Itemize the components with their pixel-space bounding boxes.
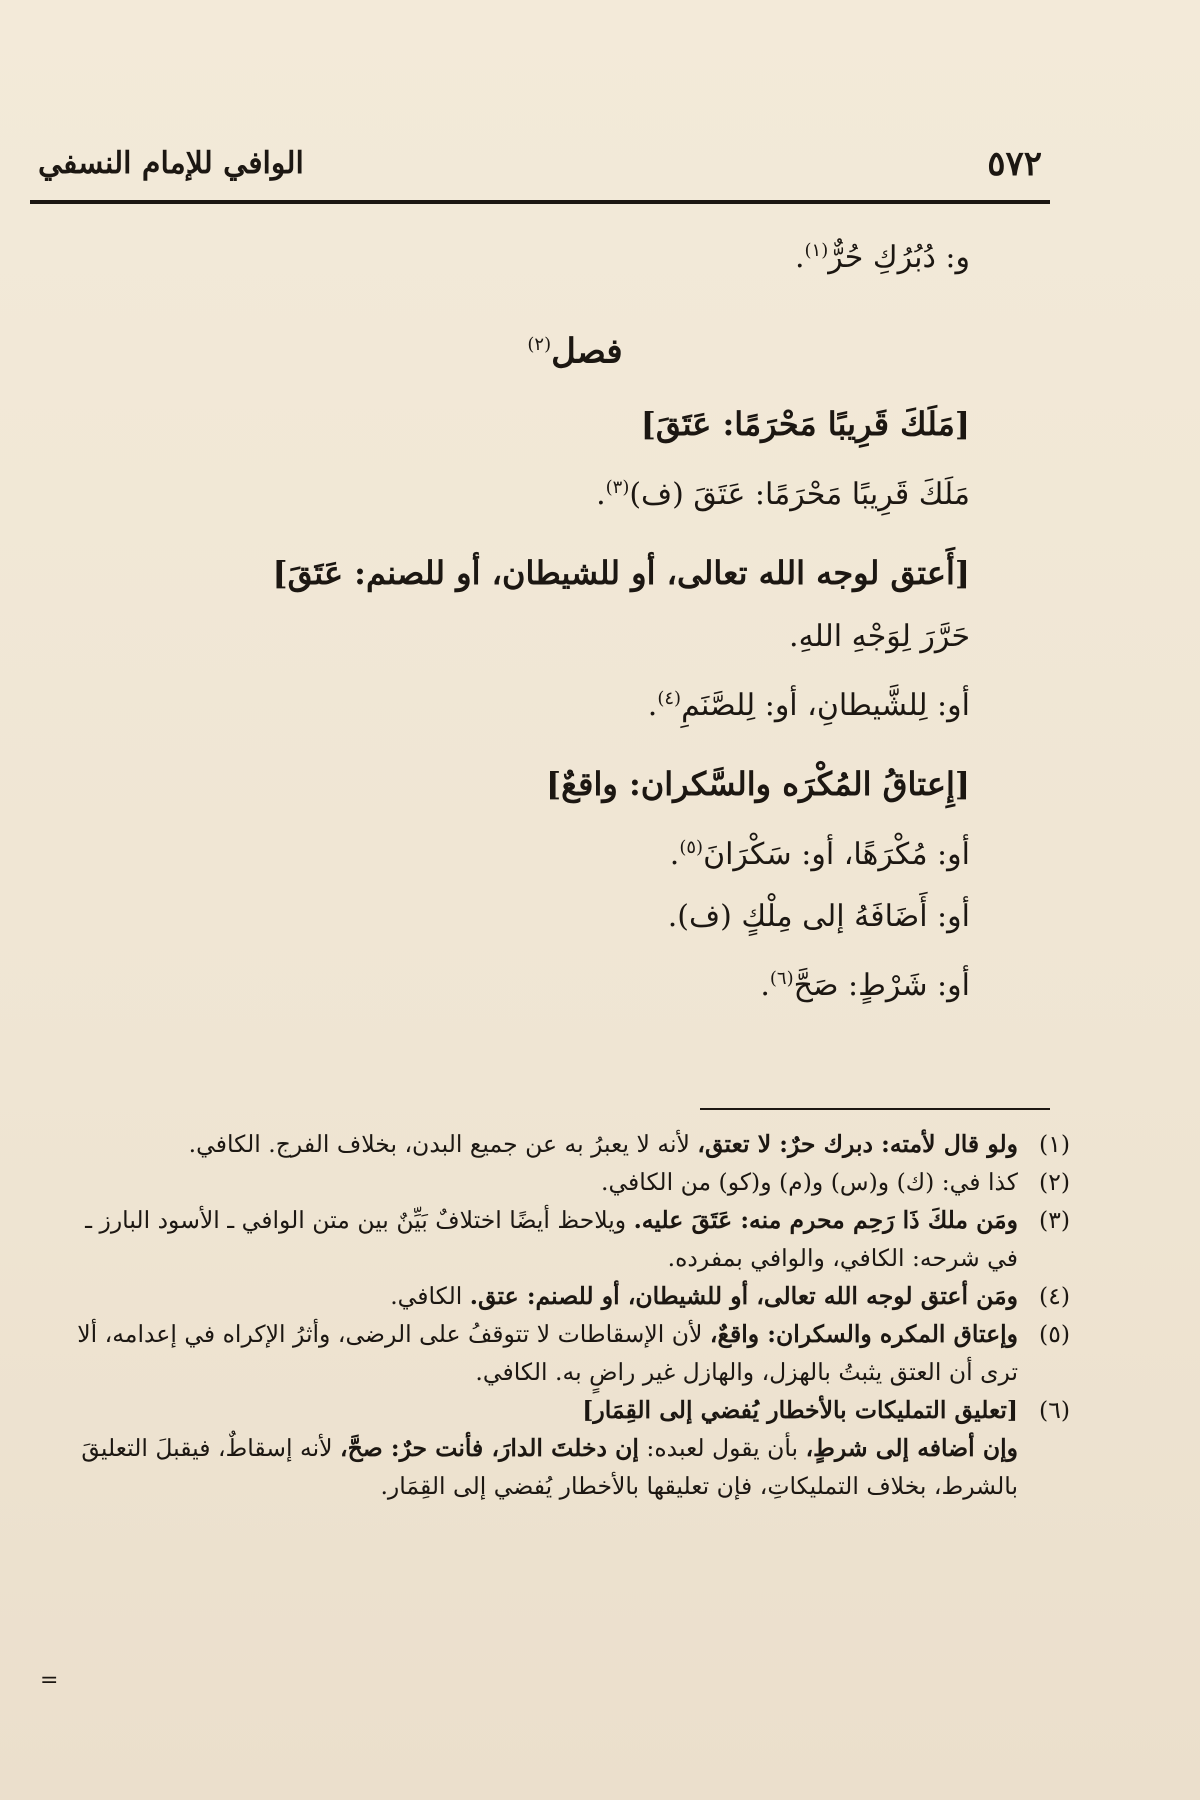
footnote-4: (٤) ومَن أعتق لوجه الله تعالى، أو للشيطان، أو للصنم: عتق. الكافي. — [75, 1277, 1070, 1315]
subheading: [مَلَكَ قَرِيبًا مَحْرَمًا: عَتَقَ] — [640, 405, 970, 444]
footnotes — [75, 1125, 1070, 1505]
text-line: مَلَكَ قَرِيبًا مَحْرَمًا: عَتَقَ (ف)$^{(٣)}$. — [596, 477, 970, 513]
footnote-number: (٢) — [1039, 1168, 1070, 1196]
footnote-5: (٥) وإعتاق المكره والسكران: واقعٌ، لأن الإسقاطات لا تتوقفُ على الرضى، وأثرُ الإكراه في إعدامه، ألا ترى أن العتق يثبتُ بالهزل، والهازل غير راضٍ به. الكافي. — [75, 1315, 1070, 1391]
footnote-number: (٣) — [1039, 1206, 1070, 1234]
text-line: أو: أَضَافَهُ إلى مِلْكٍ (ف). — [667, 899, 970, 935]
page-header — [30, 140, 1050, 200]
footnote-rule — [700, 1108, 1050, 1110]
subheading: [إِعتاقُ المُكْرَه والسَّكران: واقعٌ] — [546, 765, 970, 804]
footnote-number: (٥) — [1039, 1320, 1070, 1348]
footnote-6: (٦) [تعليق التمليكات بالأخطار يُفضي إلى القِمَار] وإن أضافه إلى شرطٍ، بأن يقول لعبده: إن دخلتَ الدارَ، فأنت حرٌ: صحَّ، لأنه إسقاطٌ، فيقبلَ التعليقَ بالشرط، بخلاف التمليكاتِ، فإن تعليقها بالأخطار يُفضي إلى القِمَار. — [75, 1391, 1070, 1505]
text-line: و: دُبُرُكِ حُرٌّ$^{(١)}$. — [794, 240, 970, 275]
header-rule — [30, 200, 1050, 204]
footnote-ref: (٥) — [679, 837, 704, 859]
text-line: حَرَّرَ لِوَجْهِ اللهِ. — [789, 619, 970, 655]
footnote-number: (٦) — [1039, 1396, 1070, 1424]
section-title: فصل$^{(٢)}$ — [527, 331, 623, 372]
footnote-1: (١) ولو قال لأمته: دبرك حرٌ: لا تعتق، لأنه لا يعبرُ به عن جميع البدن، بخلاف الفرج. الكافي. — [75, 1125, 1070, 1163]
subheading: [أَعتق لوجه الله تعالى، أو للشيطان، أو للصنم: عَتَقَ] — [272, 554, 970, 593]
footnote-subheading: [تعليق التمليكات بالأخطار يُفضي إلى القِمَار] — [582, 1396, 1018, 1424]
page-number: ٥٧٢ — [987, 144, 1042, 184]
footnote-ref: (٦) — [769, 968, 794, 990]
running-title: الوافي للإمام النسفي — [38, 146, 304, 181]
footnote-ref: (٤) — [657, 688, 682, 710]
footnote-ref: (٢) — [527, 334, 552, 355]
text-line: أو: لِلشَّيطانِ، أو: لِلصَّنَمِ$^{(٤)}$. — [647, 688, 970, 724]
text-line: أو: مُكْرَهًا، أو: سَكْرَانَ$^{(٥)}$. — [669, 837, 970, 873]
footnote-ref: (٣) — [605, 477, 630, 499]
signature-mark: = — [40, 1668, 59, 1693]
footnote-3: (٣) ومَن ملكَ ذَا رَحِم محرم منه: عَتَقَ عليه. ويلاحظ أيضًا اختلافٌ بَيِّنٌ بين متن الوافي ـ الأسود البارز ـ في شرحه: الكافي، والوافي بمفرده. — [75, 1201, 1070, 1277]
main-text — [180, 220, 970, 1017]
footnote-number: (٤) — [1039, 1282, 1070, 1310]
footnote-number: (١) — [1039, 1130, 1070, 1158]
footnote-ref: (١) — [804, 240, 829, 261]
footnote-2: (٢) كذا في: (ك) و(س) و(م) و(كو) من الكافي. — [75, 1163, 1070, 1201]
text-line: أو: شَرْطٍ: صَحَّ$^{(٦)}$. — [760, 968, 970, 1004]
